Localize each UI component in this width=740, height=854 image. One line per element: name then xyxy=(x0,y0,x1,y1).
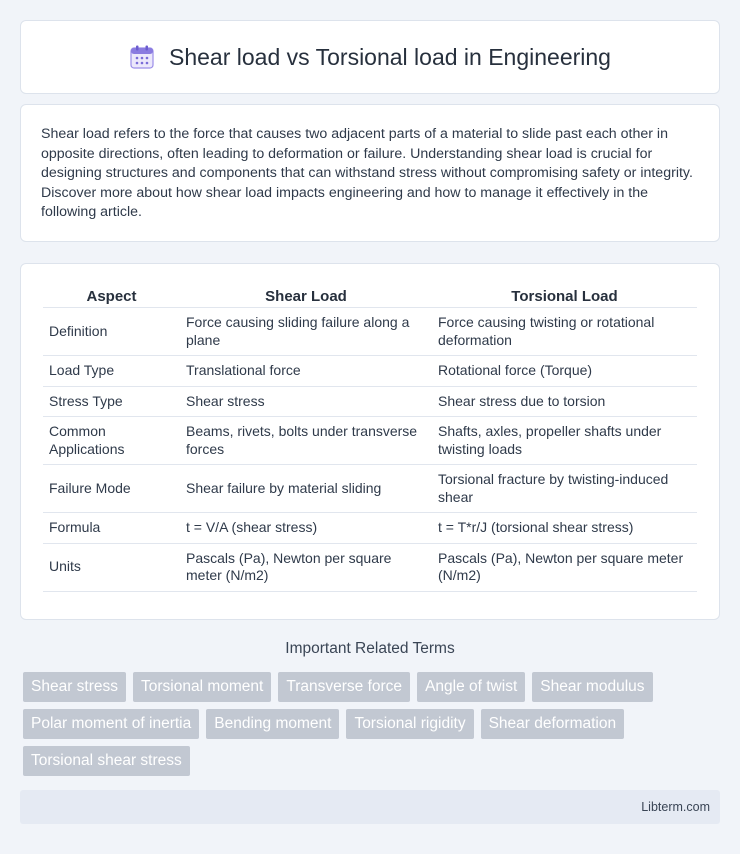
table-row xyxy=(43,543,697,591)
related-term-tag[interactable]: Torsional rigidity xyxy=(346,709,473,739)
table-cell: Stress Type xyxy=(43,386,180,417)
column-header: Aspect xyxy=(43,284,180,308)
table-cell: Pascals (Pa), Newton per square meter (N/m2) xyxy=(180,543,432,591)
table-row xyxy=(43,465,697,513)
table-header-row xyxy=(43,284,697,308)
related-term-tag[interactable]: Torsional moment xyxy=(133,672,271,702)
table-cell: Force causing sliding failure along a plane xyxy=(180,308,432,356)
footer xyxy=(20,790,720,824)
table-cell: Shafts, axles, propeller shafts under twisting loads xyxy=(432,417,697,465)
table-cell: t = T*r/J (torsional shear stress) xyxy=(432,513,697,544)
intro-text: Shear load refers to the force that causes two adjacent parts of a material to slide past each other in opposite directions, often leading to deformation or failure. Understanding shear load is crucial for designing structures and components that can withstand stress without compromising safety or integrity. Discover more about how shear load impacts engineering and how to manage it effectively in the following article. xyxy=(41,126,693,221)
calendar-icon xyxy=(129,45,155,69)
comparison-table xyxy=(43,284,697,592)
table-row xyxy=(43,308,697,356)
table-cell: Shear stress xyxy=(180,386,432,417)
table-cell: Formula xyxy=(43,513,180,544)
table-cell: Shear failure by material sliding xyxy=(180,465,432,513)
table-cell: Rotational force (Torque) xyxy=(432,356,697,387)
footer-site-link[interactable]: Libterm.com xyxy=(641,800,710,814)
related-term-tag[interactable]: Bending moment xyxy=(206,709,339,739)
page-title: Shear load vs Torsional load in Engineering xyxy=(169,43,611,70)
table-cell: Units xyxy=(43,543,180,591)
related-term-tag[interactable]: Angle of twist xyxy=(417,672,525,702)
table-row xyxy=(43,417,697,465)
table-cell: Torsional fracture by twisting-induced shear xyxy=(432,465,697,513)
table-cell: t = V/A (shear stress) xyxy=(180,513,432,544)
table-cell: Shear stress due to torsion xyxy=(432,386,697,417)
related-terms-list xyxy=(23,672,723,776)
table-cell: Failure Mode xyxy=(43,465,180,513)
related-term-tag[interactable]: Shear deformation xyxy=(481,709,625,739)
related-terms-title: Important Related Terms xyxy=(285,640,455,657)
intro-card xyxy=(20,104,720,242)
table-cell: Force causing twisting or rotational deformation xyxy=(432,308,697,356)
related-term-tag[interactable]: Shear modulus xyxy=(532,672,652,702)
table-cell: Common Applications xyxy=(43,417,180,465)
header-card xyxy=(20,20,720,94)
table-row xyxy=(43,513,697,544)
column-header: Shear Load xyxy=(180,284,432,308)
table-row xyxy=(43,386,697,417)
table-cell: Translational force xyxy=(180,356,432,387)
table-cell: Pascals (Pa), Newton per square meter (N/m2) xyxy=(432,543,697,591)
related-term-tag[interactable]: Torsional shear stress xyxy=(23,746,190,776)
table-row xyxy=(43,356,697,387)
table-cell: Beams, rivets, bolts under transverse forces xyxy=(180,417,432,465)
related-term-tag[interactable]: Polar moment of inertia xyxy=(23,709,199,739)
table-cell: Definition xyxy=(43,308,180,356)
comparison-table-card xyxy=(20,263,720,620)
column-header: Torsional Load xyxy=(432,284,697,308)
related-term-tag[interactable]: Transverse force xyxy=(278,672,410,702)
related-term-tag[interactable]: Shear stress xyxy=(23,672,126,702)
table-cell: Load Type xyxy=(43,356,180,387)
